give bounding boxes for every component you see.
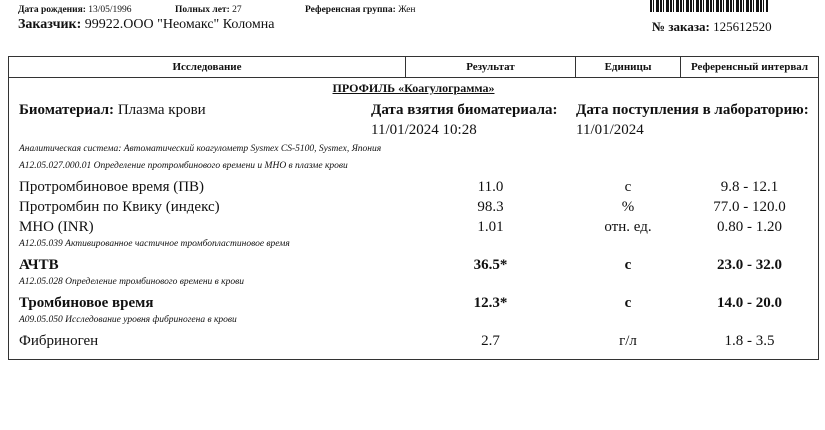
result-value: 2.7 — [481, 333, 500, 349]
biomaterial-label: Биоматериал: — [19, 102, 115, 118]
reference-range: 0.80 - 1.20 — [717, 219, 782, 235]
customer-label: Заказчик: — [18, 17, 82, 32]
result-value: 98.3 — [477, 199, 504, 215]
section-heading: A12.05.027.000.01 Определение протромбинового времени и МНО в плазме крови — [19, 161, 348, 171]
birth-date — [18, 5, 132, 15]
birth-value: 13/05/1996 — [88, 5, 132, 15]
order-number — [652, 19, 772, 35]
age — [175, 5, 242, 15]
reference-range: 1.8 - 3.5 — [724, 333, 775, 349]
result-value: 11.0 — [477, 179, 504, 195]
reference-range: 9.8 - 12.1 — [720, 179, 779, 195]
section-heading: A09.05.050 Исследование уровня фибриногена в крови — [19, 315, 237, 325]
barcode — [650, 0, 768, 12]
test-name: Фибриноген — [19, 333, 99, 349]
section-heading: A12.05.039 Активированное частичное тромбопластиновое время — [19, 239, 290, 249]
reference-range: 77.0 - 120.0 — [713, 199, 786, 215]
test-name: АЧТВ — [19, 257, 59, 273]
biomaterial-value: Плазма крови — [117, 102, 206, 118]
order-label: № заказа: — [652, 19, 710, 34]
date-taken-label: Дата взятия биоматериала: — [371, 102, 558, 118]
col-header-units: Единицы — [576, 57, 681, 78]
col-header-result: Результат — [406, 57, 576, 78]
col-header-test: Исследование — [9, 57, 406, 78]
result-value: 12.3* — [473, 295, 508, 311]
result-value: 36.5* — [473, 257, 508, 273]
date-taken-value: 11/01/2024 10:28 — [371, 122, 477, 138]
refgroup-value: Жен — [398, 5, 416, 15]
ref-group — [305, 5, 416, 15]
test-name: Протромбин по Квику (индекс) — [19, 199, 220, 215]
results-table — [8, 56, 819, 360]
reference-range: 14.0 - 20.0 — [717, 295, 782, 311]
unit: % — [621, 199, 635, 215]
reference-range: 23.0 - 32.0 — [717, 257, 782, 273]
test-name: Тромбиновое время — [19, 295, 154, 311]
age-value: 27 — [232, 5, 242, 15]
date-received-label: Дата поступления в лабораторию: — [576, 102, 809, 118]
unit: с — [624, 257, 632, 273]
date-received-value: 11/01/2024 — [576, 122, 644, 138]
result-value: 1.01 — [477, 219, 504, 235]
col-header-reference: Референсный интервал — [681, 57, 818, 78]
biomaterial — [19, 102, 206, 119]
refgroup-label: Референсная группа: — [305, 5, 396, 15]
section-heading: A12.05.028 Определение тромбинового времени в крови — [19, 277, 244, 287]
customer-value: 99922.ООО "Неомакс" Коломна — [84, 17, 275, 32]
unit: с — [624, 179, 632, 195]
age-label: Полных лет: — [175, 5, 230, 15]
analytic-system: Аналитическая система: Автоматический коагулометр Sysmex CS-5100, Sysmex, Япония — [19, 144, 382, 154]
test-name: МНО (INR) — [19, 219, 94, 235]
unit: г/л — [619, 333, 637, 349]
birth-label: Дата рождения: — [18, 5, 86, 15]
unit: с — [624, 295, 632, 311]
order-value: 125612520 — [713, 19, 772, 34]
test-name: Протромбиновое время (ПВ) — [19, 179, 205, 195]
unit: отн. ед. — [604, 219, 652, 235]
profile-title: ПРОФИЛЬ «Коагулограмма» — [332, 81, 495, 95]
customer — [18, 17, 275, 33]
